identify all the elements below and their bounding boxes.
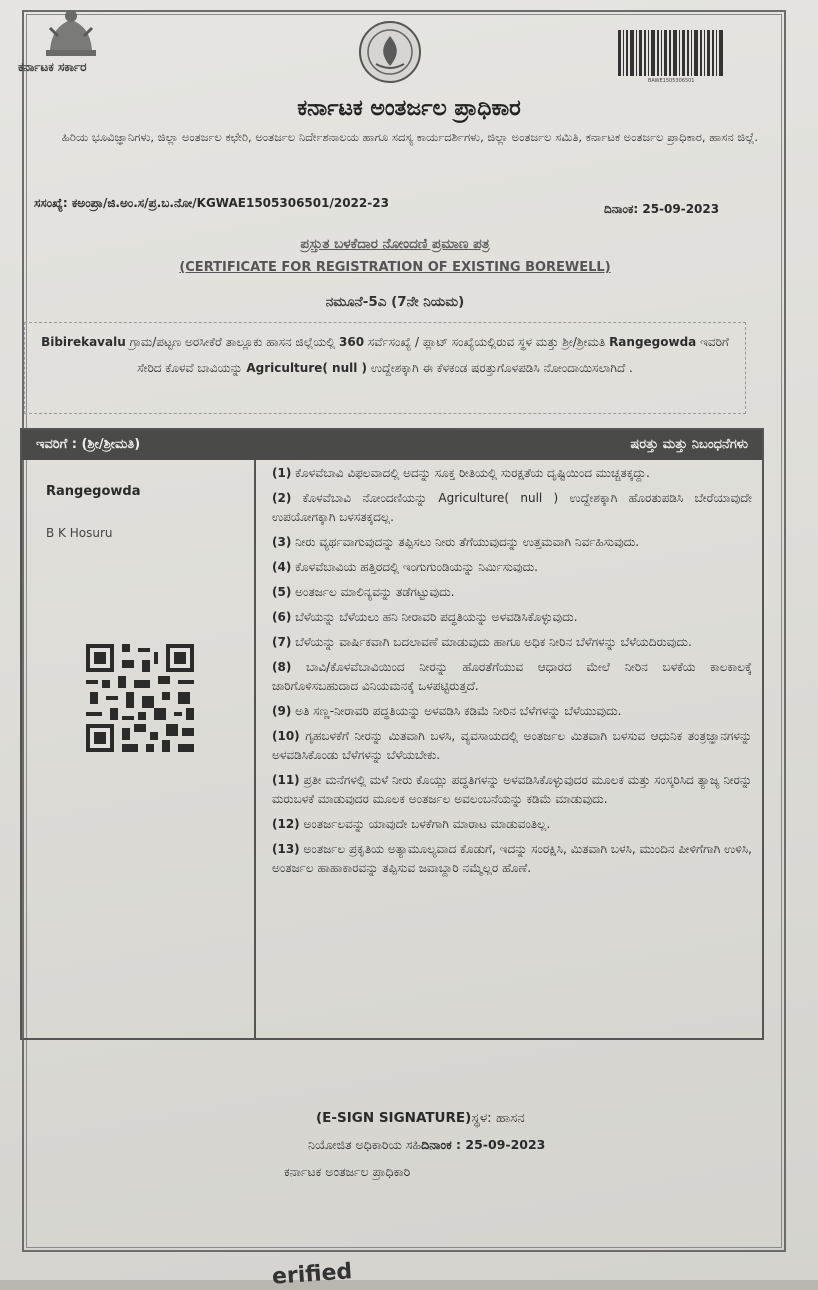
conditions-column-header: ಷರತ್ತು ಮತ್ತು ನಿಬಂಧನೆಗಳು	[630, 437, 748, 452]
officer-signature-label: ನಿಯೋಜಿತ ಅಧಿಕಾರಿಯ ಸಹಿ	[308, 1137, 422, 1152]
certificate-title-english: (CERTIFICATE FOR REGISTRATION OF EXISTING BOREWELL)	[179, 260, 611, 275]
list-item	[272, 815, 752, 834]
intro-text-4: ಉದ್ದೇಶಕ್ಕಾಗಿ ಈ ಕೆಳಕಂಡ ಷರತ್ತುಗೊಳಪಡಿಸಿ ನೋಂದಾಯಿಸಲಾಗಿದೆ .	[367, 361, 633, 375]
condition-number: (5)	[272, 585, 292, 599]
certificate-title-kannada: ಪ್ರಸ್ತುತ ಬಳಕೆದಾರ ನೋಂದಣಿ ಪ್ರಮಾಣ ಪತ್ರ	[300, 236, 490, 252]
list-item	[272, 702, 752, 721]
sign-place: ಸ್ಥಳ: ಹಾಸನ	[471, 1110, 525, 1126]
condition-number: (2)	[272, 491, 292, 505]
esign-signature: (E-SIGN SIGNATURE)	[316, 1110, 472, 1126]
conditions-table	[20, 428, 764, 1040]
list-item	[272, 771, 752, 809]
barcode	[618, 30, 724, 78]
condition-text: ಅಂತರ್ಜಲ ಮಾಲಿನ್ಯವನ್ನು ತಡೆಗಟ್ಟುವುದು.	[291, 585, 455, 599]
condition-number: (10)	[272, 729, 300, 743]
condition-text: ಬಾವಿ/ಕೊಳವೆಬಾವಿಯಿಂದ ನೀರನ್ನು ಹೊರತೆಗೆಯುವ ಆಧಾರದ ಮೇಲೆ ನೀರಿನ ಬಳಕೆಯ ಕಾಲಕಾಲಕ್ಕೆ ಜಾರಿಗೊಳಿಸಬಹುದಾದ ವಿನಿಯಮನಕ್ಕೆ ಒಳಪಟ್ಟಿರುತ್ತದೆ.	[272, 660, 752, 693]
issue-date: ದಿನಾಂಕ: 25-09-2023	[604, 202, 720, 216]
officer-line	[308, 1134, 545, 1156]
village-name: Bibirekavalu	[41, 335, 126, 349]
list-item	[272, 840, 752, 878]
condition-text: ನೀರು ವ್ಯರ್ಥವಾಗುವುದನ್ನು ತಪ್ಪಿಸಲು ನೀರು ತೆಗೆಯುವುದನ್ನು ಉತ್ತಮವಾಗಿ ನಿರ್ವಹಿಸುವುದು.	[291, 535, 640, 549]
govt-label: ಕರ್ನಾಟಕ ಸರ್ಕಾರ	[18, 60, 87, 74]
office-subtitle: ಹಿರಿಯ ಭೂವಿಜ್ಞಾನಿಗಳು, ಜಿಲ್ಲಾ ಅಂತರ್ಜಲ ಕಛೇರಿ, ಅಂತರ್ಜಲ ನಿರ್ದೇಶನಾಲಯ ಹಾಗೂ ಸದಸ್ಯ ಕಾರ್ಯದರ್ಶಿಗಳು, ಜಿಲ್ಲಾ ಅಂತರ್ಜಲ ಸಮಿತಿ, ಕರ್ನಾಟಕ ಅಂತರ್ಜಲ ಪ್ರಾಧಿಕಾರ, ಹಾಸನ ಜಿಲ್ಲೆ.	[61, 130, 759, 144]
holder-place: B K Hosuru	[46, 526, 113, 540]
reference-number: ಸಸಂಖ್ಯೆ: ಕಅಂಪ್ರಾ/ಜಿ.ಅಂ.ಸ/ಪ್ರ.ಬ.ನೋ/KGWAE1505306501/2022-23	[34, 196, 389, 210]
registration-statement	[24, 322, 746, 414]
condition-number: (1)	[272, 466, 292, 480]
list-item	[272, 489, 752, 527]
verified-stamp: erified	[271, 1259, 354, 1290]
authority-title: ಕರ್ನಾಟಕ ಅಂತರ್ಜಲ ಪ್ರಾಧಿಕಾರ	[297, 96, 521, 121]
list-item	[272, 633, 752, 652]
condition-text: ಅತಿ ಸಣ್ಣ-ನೀರಾವರಿ ಪದ್ಧತಿಯನ್ನು ಅಳವಡಿಸಿ ಕಡಿಮೆ ನೀರಿನ ಬೆಳೆಗಳನ್ನು ಬೆಳೆಯುವುದು.	[291, 704, 622, 718]
form-number: ನಮೂನೆ-5ಎ (7ನೇ ನಿಯಮ)	[325, 294, 465, 310]
list-item	[272, 727, 752, 765]
authority-seal-icon	[358, 20, 422, 84]
esign-line	[316, 1110, 525, 1126]
column-divider	[254, 460, 256, 1038]
condition-text: ಗೃಹಬಳಕೆಗೆ ನೀರನ್ನು ಮಿತವಾಗಿ ಬಳಸಿ, ವ್ಯವಸಾಯದಲ್ಲಿ ಅಂತರ್ಜಲ ಮಿತವಾಗಿ ಬಳಸುವ ಆಧುನಿಕ ತಂತ್ರಜ್ಞಾನಗಳನ್ನು ಅಳವಡಿಸಿಕೊಂಡು ಬೆಳೆಗಳನ್ನು ಬೆಳೆಯಬೇಕು.	[272, 729, 752, 762]
conditions-list	[272, 464, 752, 884]
condition-text: ಪ್ರತೀ ಮನೆಗಳಲ್ಲಿ ಮಳೆ ನೀರು ಕೊಯ್ಲು ಪದ್ಧತಿಗಳನ್ನು ಅಳವಡಿಸಿಕೊಳ್ಳುವುದರ ಮೂಲಕ ಮತ್ತು ಸಂಸ್ಕರಿಸಿದ ತ್ಯಾಜ್ಯ ನೀರನ್ನು ಮರುಬಳಕೆ ಮಾಡುವುದರ ಮೂಲಕ ಅಂತರ್ಜಲ ಅವಲಂಬನೆಯನ್ನು ಕಡಿಮೆ ಮಾಡುವುದು.	[272, 773, 752, 806]
condition-number: (4)	[272, 560, 292, 574]
condition-number: (13)	[272, 842, 300, 856]
sign-date: ದಿನಾಂಕ : 25-09-2023	[421, 1137, 546, 1152]
condition-number: (3)	[272, 535, 292, 549]
condition-text: ಕೊಳವೆಬಾವಿ ವಿಫಲವಾದಲ್ಲಿ ಅದನ್ನು ಸೂಕ್ತ ರೀತಿಯಲ್ಲಿ ಸುರಕ್ಷತೆಯ ದೃಷ್ಟಿಯಿಂದ ಮುಚ್ಚತಕ್ಕದ್ದು.	[291, 466, 650, 480]
purpose: Agriculture( null )	[246, 361, 368, 375]
condition-text: ಕೊಳವೆಬಾವಿಯ ಹತ್ತಿರದಲ್ಲಿ ಇಂಗುಗುಂಡಿಯನ್ನು ನಿರ್ಮಿಸುವುದು.	[291, 560, 538, 574]
condition-number: (8)	[272, 660, 292, 674]
list-item	[272, 464, 752, 483]
holder-column-header: ಇವರಿಗೆ : (ಶ್ರೀ/ಶ್ರೀಮತಿ)	[36, 437, 141, 452]
intro-text-2: ಸರ್ವೆಸಂಖ್ಯೆ / ಪ್ಲಾಟ್ ಸಂಖ್ಯೆಯಲ್ಲಿರುವ ಸ್ಥಳ ಮತ್ತು ಶ್ರೀ/ಶ್ರೀಮತಿ	[364, 335, 610, 349]
condition-text: ಬೆಳೆಯನ್ನು ವಾರ್ಷಿಕವಾಗಿ ಬದಲಾವಣೆ ಮಾಡುವುದು ಹಾಗೂ ಅಧಿಕ ನೀರಿನ ಬೆಳೆಗಳನ್ನು ಬೆಳೆಯದಿರುವುದು.	[291, 635, 692, 649]
state-emblem-icon	[40, 6, 102, 58]
condition-number: (7)	[272, 635, 292, 649]
condition-number: (11)	[272, 773, 300, 787]
list-item	[272, 558, 752, 577]
qr-code	[86, 644, 194, 752]
condition-text: ಕೊಳವೆಬಾವಿ ನೋಂದಣಿಯನ್ನು Agriculture( null ) ಉದ್ದೇಶಕ್ಕಾಗಿ ಹೊರತುಪಡಿಸಿ ಬೇರೆಯಾವುದೇ ಉಪಯೋಗಕ್ಕಾಗಿ ಬಳಸತಕ್ಕದಲ್ಲ.	[272, 491, 752, 524]
condition-text: ಅಂತರ್ಜಲವನ್ನು ಯಾವುದೇ ಬಳಕೆಗಾಗಿ ಮಾರಾಟ ಮಾಡುವಂತಿಲ್ಲ.	[299, 817, 551, 831]
condition-text: ಅಂತರ್ಜಲ ಪ್ರಕೃತಿಯ ಅತ್ಯಾಮೂಲ್ಯವಾದ ಕೊಡುಗೆ, ಇದನ್ನು ಸಂರಕ್ಷಿಸಿ, ಮಿತವಾಗಿ ಬಳಸಿ, ಮುಂದಿನ ಪೀಳಿಗೆಗಾಗಿ ಉಳಿಸಿ, ಅಂತರ್ಜಲ ಹಾಹಾಕಾರವನ್ನು ತಪ್ಪಿಸುವ ಜವಾಬ್ದಾರಿ ನಮ್ಮೆಲ್ಲರ ಹೊಣೆ.	[272, 842, 752, 875]
list-item	[272, 608, 752, 627]
owner-name: Rangegowda	[609, 335, 697, 349]
list-item	[272, 658, 752, 696]
list-item	[272, 583, 752, 602]
holder-name: Rangegowda	[46, 484, 141, 499]
survey-number: 360	[339, 335, 365, 349]
intro-text-3: ಇವರಿಗೆ ಸೇರಿದ ಕೊಳವೆ ಬಾವಿಯನ್ನು	[137, 335, 729, 375]
list-item	[272, 533, 752, 552]
table-header	[22, 430, 762, 460]
condition-text: ಬೆಳೆಯನ್ನು ಬೆಳೆಯಲು ಹನಿ ನೀರಾವರಿ ಪದ್ಧತಿಯನ್ನು ಅಳವಡಿಸಿಕೊಳ್ಳುವುದು.	[291, 610, 578, 624]
barcode-number: BAWE1505306501	[648, 78, 695, 84]
condition-number: (12)	[272, 817, 300, 831]
signing-authority: ಕರ್ನಾಟಕ ಅಂತರ್ಜಲ ಪ್ರಾಧಿಕಾರಿ	[284, 1164, 411, 1179]
condition-number: (9)	[272, 704, 292, 718]
condition-number: (6)	[272, 610, 292, 624]
intro-text-1: ಗ್ರಾಮ/ಪಟ್ಟಣ ಅರಸೀಕೆರೆ ತಾಲ್ಲೂಕು ಹಾಸನ ಜಿಲ್ಲೆಯಲ್ಲಿ	[125, 335, 339, 349]
